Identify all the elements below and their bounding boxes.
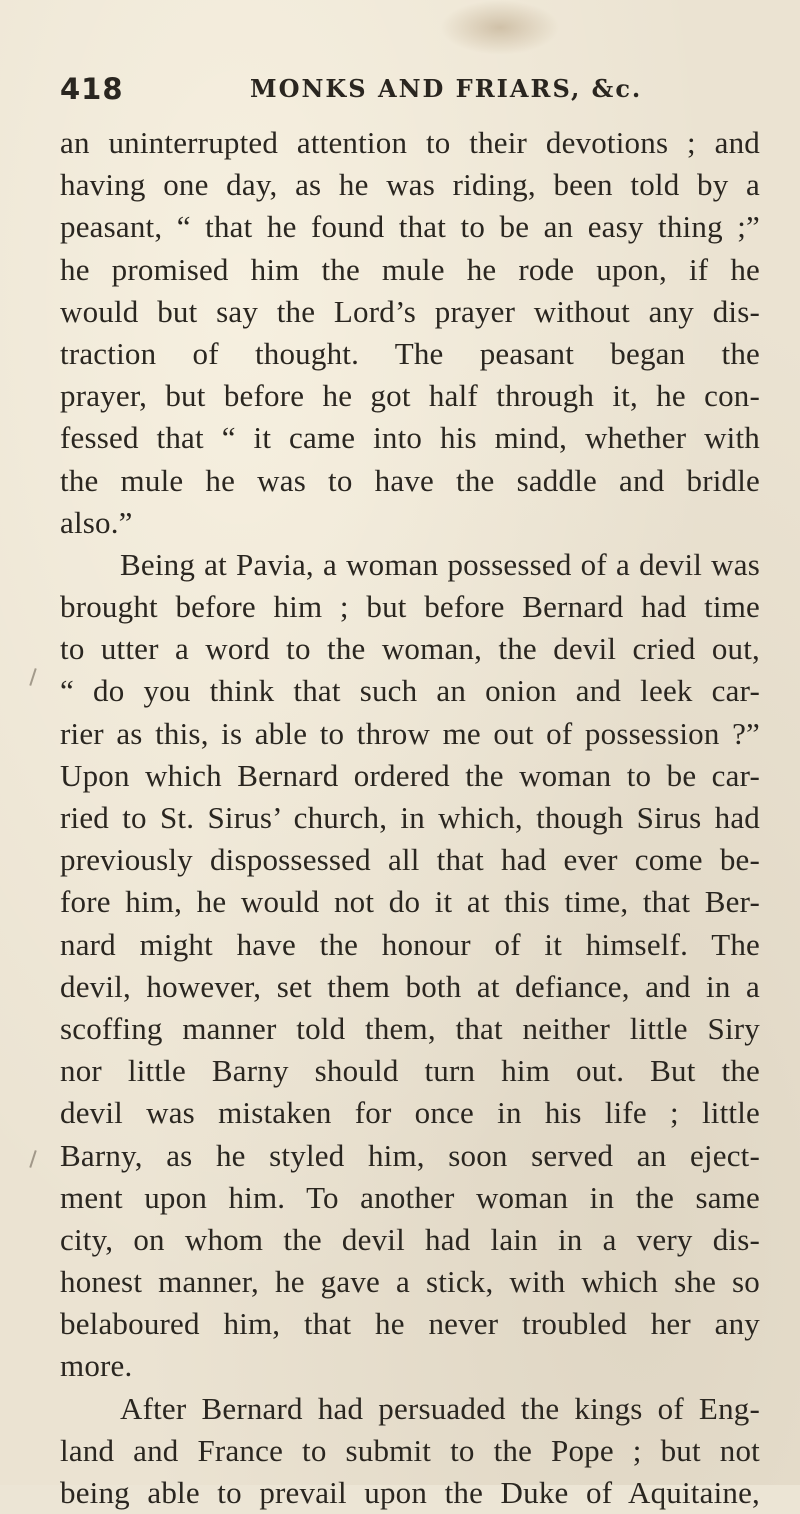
margin-mark (29, 668, 36, 686)
text-line: nor little Barny should turn him out. But the (60, 1053, 760, 1089)
text-line: peasant, “ that he found that to be an easy thing ;” (60, 209, 760, 245)
text-line: brought before him ; but before Bernard had time (60, 589, 760, 625)
text-line: would but say the Lord’s prayer without any dis- (60, 293, 760, 329)
text-line: also.” (60, 504, 133, 540)
text-line: city, on whom the devil had lain in a very dis- (60, 1221, 760, 1257)
text-line: an uninterrupted attention to their devotions ; and (60, 125, 760, 160)
margin-mark (29, 1150, 36, 1168)
text-line: Barny, as he styled him, soon served an eject- (60, 1137, 760, 1173)
text-line: previously dispossessed all that had ever come be- (60, 842, 760, 878)
page-number: 418 (60, 72, 124, 106)
text-line: traction of thought. The peasant began the (60, 335, 760, 371)
text-line: scoffing manner told them, that neither little Siry (60, 1010, 760, 1046)
text-line: “ do you think that such an onion and leek car- (60, 673, 760, 709)
page-header (60, 72, 760, 112)
running-head: MONKS AND FRIARS, &c. (250, 74, 643, 103)
text-line: honest manner, he gave a stick, with which she so (60, 1264, 760, 1300)
text-line: devil was mistaken for once in his life ; little (60, 1095, 760, 1131)
text-line: devil, however, set them both at defiance, and in a (60, 968, 760, 1004)
text-line: rier as this, is able to throw me out of possession ?” (60, 715, 760, 751)
text-line: fore him, he would not do it at this time, that Ber- (60, 884, 760, 920)
text-line: nard might have the honour of it himself. The (60, 926, 760, 962)
text-line: having one day, as he was riding, been told by a (60, 167, 760, 203)
text-line: ried to St. Sirus’ church, in which, though Sirus had (60, 800, 760, 835)
text-line: ment upon him. To another woman in the same (60, 1179, 760, 1215)
text-line: After Bernard had persuaded the kings of Eng- (120, 1390, 760, 1426)
text-line: the mule he was to have the saddle and bridle (60, 462, 760, 498)
text-line: Being at Pavia, a woman possessed of a devil was (120, 546, 760, 582)
text-line: prayer, but before he got half through it, he con- (60, 378, 760, 414)
text-line: he promised him the mule he rode upon, if he (60, 251, 760, 287)
text-line: land and France to submit to the Pope ; but not (60, 1432, 760, 1468)
text-line: being able to prevail upon the Duke of Aquitaine, (60, 1475, 760, 1510)
text-line: more. (60, 1348, 133, 1384)
text-line: fessed that “ it came into his mind, whether with (60, 420, 760, 456)
paper-stain (440, 0, 560, 55)
text-line: to utter a word to the woman, the devil cried out, (60, 631, 760, 667)
text-line: Upon which Bernard ordered the woman to be car- (60, 757, 760, 793)
body-text (60, 122, 760, 1514)
text-line: belaboured him, that he never troubled her any (60, 1306, 760, 1342)
